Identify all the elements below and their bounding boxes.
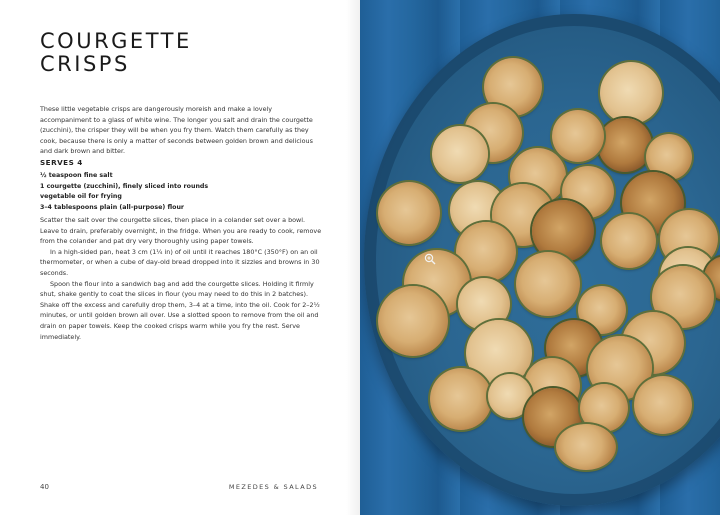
ingredient-list <box>40 171 208 213</box>
crisp <box>552 110 604 162</box>
crisp <box>432 126 488 182</box>
crisp <box>598 118 652 172</box>
crisp <box>556 424 616 470</box>
crisp <box>516 252 580 316</box>
zoom-in-icon[interactable] <box>424 250 436 262</box>
page-number: 40 <box>40 483 49 491</box>
crisp <box>600 62 662 124</box>
ingredient-item: 1 courgette (zucchini), finely sliced into rounds <box>40 182 209 190</box>
recipe-title-line-2: CRISPS <box>40 52 130 76</box>
running-head: MEZEDES & SALADS <box>228 483 318 491</box>
recipe-title-line-1: COURGETTE <box>40 29 192 53</box>
method-paragraph: Scatter the salt over the courgette slices, then place in a colander set over a bowl. Leave to drain, preferably overnight, in the fridge. When you are ready to cook, remove from the colander and pat dry very thoroughly using paper towels. <box>40 216 322 246</box>
ingredient-item: vegetable oil for frying <box>40 193 122 200</box>
recipe-title <box>40 30 192 76</box>
crisp <box>378 182 440 244</box>
crisp <box>378 286 448 356</box>
crisp <box>430 368 492 430</box>
method-paragraph: Spoon the flour into a sandwich bag and add the courgette slices. Holding it firmly shut, shake gently to coat the slices in flour (you may need to do this in 2 batches). Shake off the excess and carefully drop them, 3–4 at a time, into the oil. Cook for 2–2½ minutes, or until golden brown all over. Use a slotted spoon to remove from the oil and drain on paper towels. Keep the cooked crisps warm while you fry the rest. Serve immediately. <box>40 279 320 341</box>
method-text <box>40 215 322 342</box>
ingredient-item: 3–4 tablespoons plain (all-purpose) flour <box>40 203 185 211</box>
courgette-crisps-photo <box>360 0 720 515</box>
crisp <box>602 214 656 268</box>
crisp <box>634 376 692 434</box>
serves-heading: SERVES 4 <box>40 158 83 167</box>
recipe-intro: These little vegetable crisps are dangerously moreish and make a lovely accompaniment to a glass of white wine. The longer you salt and drain the courgette (zucchini), the crisper they will be when you fry them. Watch them carefully as they cook, because there is only a matter of seconds between golden brown and delicious and dark brown and bitter. <box>40 105 313 156</box>
ingredient-item: ½ teaspoon fine salt <box>40 172 113 179</box>
method-paragraph: In a high-sided pan, heat 3 cm (1¼ in) of oil until it reaches 180°C (350°F) on an oil thermometer, or when a cube of day-old bread dropped into it sizzles and browns in 30 seconds. <box>40 247 320 277</box>
